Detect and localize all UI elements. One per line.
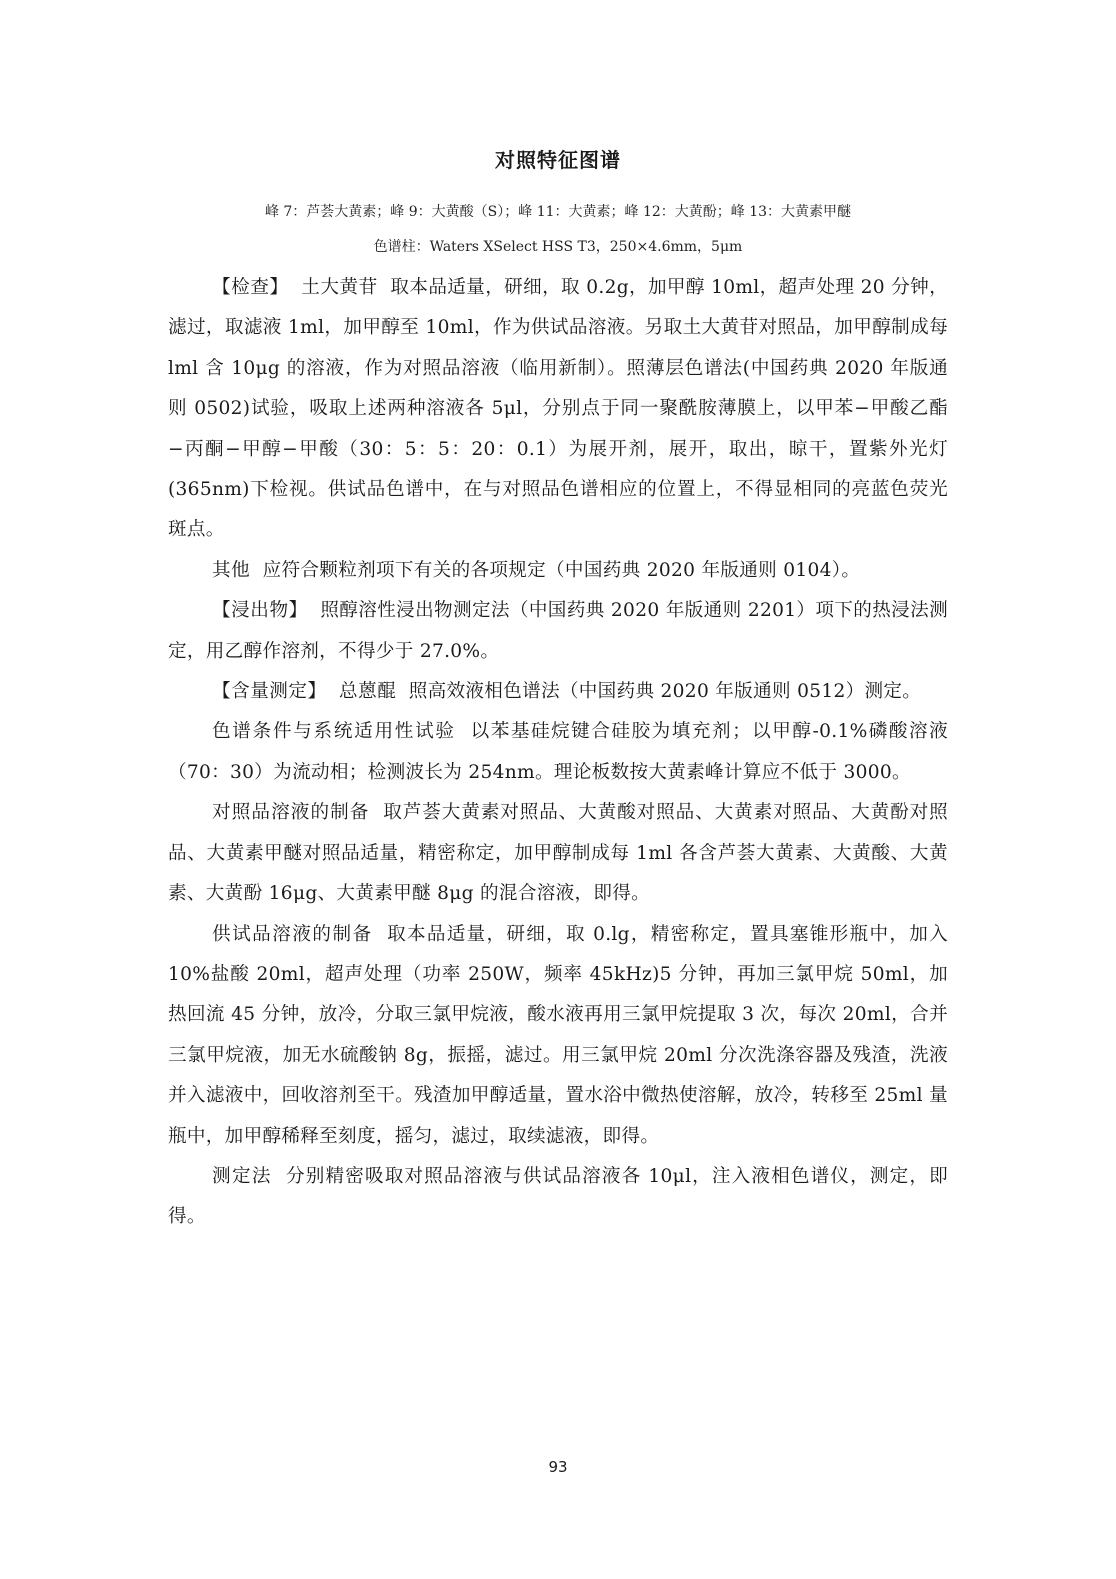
conditions-text: 以苯基硅烷键合硅胶为填充剂；以甲醇-0.1%磷酸溶液（70：30）为流动相；检测波长为 254nm。理论板数按大黄素峰计算应不低于 3000。	[168, 721, 948, 783]
other-text: 应符合颗粒剂项下有关的各项规定（中国药典 2020 年版通则 0104）。	[262, 559, 861, 581]
check-heading: 【检查】	[212, 277, 289, 298]
sample-solution-text: 取本品适量，研细，取 0.lg，精密称定，置具塞锥形瓶中，加入 10%盐酸 20ml，超声处理（功率 250W，频率 45kHz)5 分钟，再加三氯甲烷 50ml，加热回流 45 分钟，放冷，分取三氯甲烷液，酸水液再用三氯甲烷提取 3 次，每次 20ml，合并三氯甲烷液，加无水硫酸钠 8g，振摇，滤过。用三氯甲烷 20ml 分次洗涤容器及残渣，洗液并入滤液中，回收溶剂至干。残渣加甲醇适量，置水浴中微热使溶解，放冷，转移至 25ml 量瓶中，加甲醇稀释至刻度，摇匀，滤过，取续滤液，即得。	[168, 923, 948, 1147]
check-paragraph	[168, 268, 948, 551]
conditions-heading: 色谱条件与系统适用性试验	[212, 721, 456, 743]
column-note: 色谱柱：Waters XSelect HSS T3，250×4.6mm，5μm	[373, 239, 743, 255]
method-heading: 测定法	[212, 1165, 272, 1187]
assay-paragraph	[168, 672, 948, 712]
assay-text: 照高效液相色谱法（中国药典 2020 年版通则 0512）测定。	[408, 681, 922, 703]
extract-heading: 【浸出物】	[212, 600, 308, 622]
other-heading: 其他	[212, 559, 251, 581]
method-text: 分别精密吸取对照品溶液与供试品溶液各 10μl，注入液相色谱仪，测定，即得。	[168, 1165, 948, 1228]
assay-subheading: 总蒽醌	[339, 681, 397, 703]
conditions-paragraph	[168, 712, 948, 793]
sample-solution-heading: 供试品溶液的制备	[212, 923, 373, 945]
sample-solution-paragraph	[168, 915, 948, 1157]
body-text	[168, 268, 948, 1238]
method-paragraph	[168, 1157, 948, 1238]
page-number: 93	[548, 1458, 568, 1476]
peaks-note: 峰 7：芦荟大黄素；峰 9：大黄酸（S）；峰 11：大黄素；峰 12：大黄酚；峰 13：大黄素甲醚	[264, 204, 852, 220]
figure-title: 对照特征图谱	[495, 148, 621, 172]
other-paragraph	[168, 551, 948, 591]
assay-heading: 【含量测定】	[212, 681, 327, 703]
reference-solution-text: 取芦荟大黄素对照品、大黄酸对照品、大黄素对照品、大黄酚对照品、大黄素甲醚对照品适量，精密称定，加甲醇制成每 1ml 各含芦荟大黄素、大黄酸、大黄素、大黄酚 16μg、大黄素甲醚 8μg 的混合溶液，即得。	[168, 802, 949, 905]
reference-solution-heading: 对照品溶液的制备	[212, 802, 370, 824]
extract-text: 照醇溶性浸出物测定法（中国药典 2020 年版通则 2201）项下的热浸法测定，用乙醇作溶剂，不得少于 27.0%。	[168, 600, 948, 662]
reference-solution-paragraph	[168, 793, 948, 914]
extract-paragraph	[168, 591, 948, 672]
check-subheading: 土大黄苷	[301, 277, 378, 298]
check-text: 取本品适量，研细，取 0.2g，加甲醇 10ml，超声处理 20 分钟，滤过，取滤液 1ml，加甲醇至 10ml，作为供试品溶液。另取土大黄苷对照品，加甲醇制成每 lml 含 10μg 的溶液，作为对照品溶液（临用新制）。照薄层色谱法(中国药典 2020 年版通则 0502)试验，吸取上述两种溶液各 5μl，分别点于同一聚酰胺薄膜上，以甲苯−甲酸乙酯−丙酮−甲醇−甲酸（30：5：5：20：0.1）为展开剂，展开，取出，晾干，置紫外光灯(365nm)下检视。供试品色谱中，在与对照品色谱相应的位置上，不得显相同的亮蓝色荧光斑点。	[168, 277, 949, 541]
